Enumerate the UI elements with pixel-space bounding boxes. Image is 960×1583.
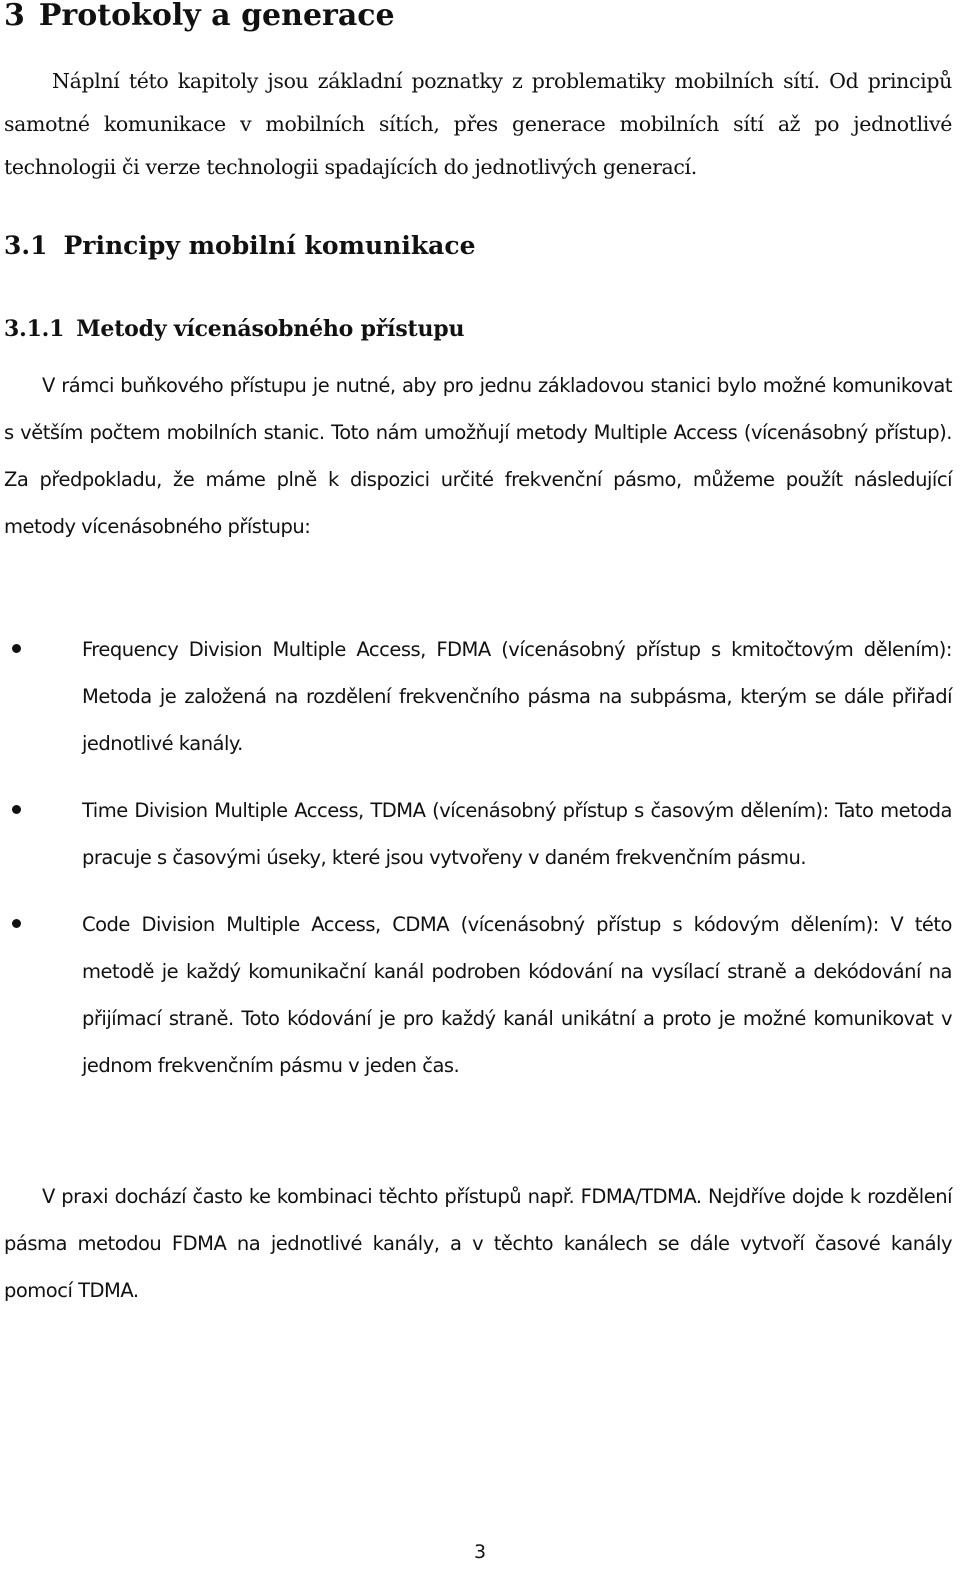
section-heading [4, 226, 476, 266]
bullet-icon [12, 644, 21, 653]
bullet-icon [12, 919, 21, 928]
methods-list [0, 626, 952, 1109]
chapter-number: 3 [4, 0, 25, 33]
list-item-tdma [0, 787, 952, 881]
list-item-text: Frequency Division Multiple Access, FDMA (vícenásobný přístup s kmitočtovým dělením): Metoda je založená na rozdělení frekvenčního pásma na subpásma, kterým se dále přiřadí jednotlivé kanály. [82, 638, 952, 755]
page-number: 3 [473, 1541, 487, 1563]
section-number: 3.1 [4, 231, 48, 260]
closing-paragraph: V praxi dochází často ke kombinaci těchto přístupů např. FDMA/TDMA. Nejdříve dojde k rozdělení pásma metodou FDMA na jednotlivé kanály, a v těchto kanálech se dále vytvoří časové kanály pomocí TDMA. [4, 1185, 952, 1302]
subsection-title: Metody vícenásobného přístupu [76, 316, 465, 342]
chapter-title: Protokoly a generace [38, 0, 395, 33]
bullet-icon [12, 805, 21, 814]
subsection-number: 3.1.1 [4, 316, 65, 342]
section-title: Principy mobilní komunikace [63, 231, 476, 260]
list-item-fdma [0, 626, 952, 767]
list-item-text: Code Division Multiple Access, CDMA (vícenásobný přístup s kódovým dělením): V této metodě je každý komunikační kanál podroben kódování na vysílací straně a dekódování na přijímací straně. Toto kódování je pro každý kanál unikátní a proto je možné komunikovat v jednom frekvenčním pásmu v jeden čas. [82, 913, 952, 1077]
list-item-text: Time Division Multiple Access, TDMA (vícenásobný přístup s časovým dělením): Tato metoda pracuje s časovými úseky, které jsou vytvořeny v daném frekvenčním pásmu. [82, 799, 952, 869]
subsection-paragraph: V rámci buňkového přístupu je nutné, aby pro jednu základovou stanici bylo možné komunikovat s větším počtem mobilních stanic. Toto nám umožňují metody Multiple Access (vícenásobný přístup). Za předpokladu, že máme plně k dispozici určité frekvenční pásmo, můžeme použít následující metody vícenásobného přístupu: [4, 374, 952, 538]
subsection-heading [4, 311, 464, 347]
chapter-intro-paragraph: Náplní této kapitoly jsou základní poznatky z problematiky mobilních sítí. Od principů samotné komunikace v mobilních sítích, přes generace mobilních sítí až po jednotlivé technologii či verze technologii spadajících do jednotlivých generací. [4, 69, 952, 179]
list-item-cdma [0, 901, 952, 1089]
chapter-heading [4, 0, 395, 38]
